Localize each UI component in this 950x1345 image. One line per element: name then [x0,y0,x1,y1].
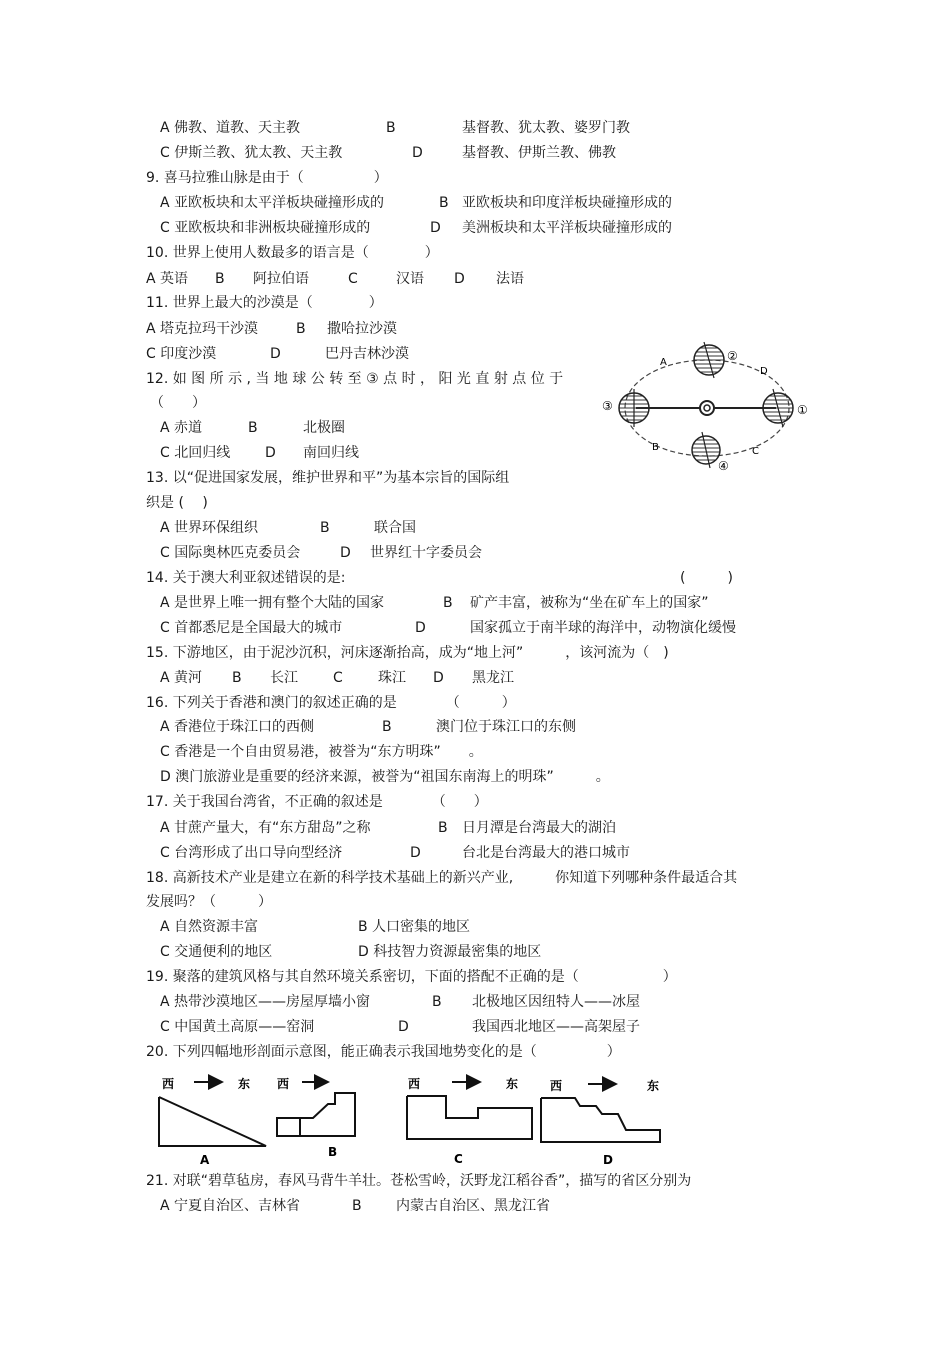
q11-option-c: C 印度沙漠 [146,346,217,362]
q16-option-a: A 香港位于珠江口的西侧 [160,719,315,735]
q15-option-c: 珠江 [378,670,406,686]
q12-stem: 12. 如 图 所 示 , 当 地 球 公 转 至 ③ 点 时 ， 阳 光 直 射 点 位 于 [146,371,564,387]
profile-d [541,1078,660,1167]
q18-stem: 18. 高新技术产业是建立在新的科学技术基础上的新兴产业, 你知道下列哪种条件最适合其 [146,870,738,886]
q11-option-b-letter: B [296,321,306,337]
q10-stem: 10. 世界上使用人数最多的语言是（ ） [146,245,439,261]
q15-option-d: 黑龙江 [472,670,514,686]
q10-option-b: 阿拉伯语 [253,271,309,287]
q16-option-b-letter: B [382,719,392,735]
earth-globe-icon-bottom [692,432,720,468]
q9-option-b-letter: B [439,195,449,211]
q8-option-c: C 伊斯兰教、犹太教、天主教 [160,145,343,161]
q12-option-b: 北极圈 [303,420,345,436]
q9-option-a: A 亚欧板块和太平洋板块碰撞形成的 [160,195,385,211]
q16-option-d: D 澳门旅游业是重要的经济来源，被誉为“祖国东南海上的明珠” 。 [160,769,610,785]
q11-option-d-letter: D [270,346,281,362]
q18-option-c: C 交通便利的地区 [160,944,273,960]
q12-option-b-letter: B [248,420,258,436]
q18-stem-cont: 发展吗？（ ） [146,894,272,910]
q21-stem: 21. 对联“碧草毡房，春风马背牛羊壮。苍松雪岭，沃野龙江稻谷香”，描写的省区分别为 [146,1173,692,1189]
q21-option-b-letter: B [352,1198,362,1214]
q15-option-c-letter: C [333,670,343,686]
q14-blank: ( ) [680,570,733,586]
q17-option-d: 台北是台湾最大的港口城市 [462,845,630,861]
q8-option-d-letter: D [412,145,423,161]
orbit-label-d: D [760,366,768,377]
profile-label-c: C [454,1152,463,1166]
q15-option-b: 长江 [270,670,298,686]
q9-option-b: 亚欧板块和印度洋板块碰撞形成的 [462,195,672,211]
terrain-profiles [150,1076,670,1166]
q8-option-b: 基督教、犹太教、婆罗门教 [462,120,630,136]
earth-globe-icon-top [694,342,724,378]
q14-option-d-letter: D [415,620,426,636]
svg-text:东: 东 [506,1077,519,1091]
q14-option-b: 矿产丰富，被称为“坐在矿车上的国家” [470,595,709,611]
q19-stem: 19. 聚落的建筑风格与其自然环境关系密切，下面的搭配不正确的是（ ） [146,969,677,985]
orbit-label-a: A [660,357,667,368]
earth-globe-icon-left [619,389,649,427]
q12-option-a: A 赤道 [160,420,203,436]
orbit-point-4: ④ [718,459,729,473]
q12-option-d-letter: D [265,445,276,461]
q12-blank: （ ） [150,395,206,411]
q20-stem: 20. 下列四幅地形剖面示意图，能正确表示我国地势变化的是（ ） [146,1044,621,1060]
svg-text:东: 东 [647,1079,660,1093]
q14-stem: 14. 关于澳大利亚叙述错误的是: [146,570,346,586]
q10-option-d-letter: D [454,271,465,287]
q21-option-a: A 宁夏自治区、吉林省 [160,1198,301,1214]
q10-option-d: 法语 [496,271,524,287]
q17-option-a: A 甘蔗产量大，有“东方甜岛”之称 [160,820,371,836]
q11-option-a: A 塔克拉玛干沙漠 [146,321,259,337]
q14-option-c: C 首都悉尼是全国最大的城市 [160,620,343,636]
q10-option-b-letter: B [215,271,225,287]
q16-option-c: C 香港是一个自由贸易港，被誉为“东方明珠” 。 [160,744,483,760]
orbit-label-c: C [752,446,759,457]
q13-stem-cont: 织是 ( ) [146,495,208,511]
q11-stem: 11. 世界上最大的沙漠是（ ） [146,295,383,311]
profile-label-a: A [200,1153,210,1167]
q19-option-c: C 中国黄土高原——窑洞 [160,1019,315,1035]
q11-option-d: 巴丹吉林沙漠 [325,346,409,362]
q18-option-d: D 科技智力资源最密集的地区 [358,944,542,960]
q15-option-d-letter: D [433,670,444,686]
svg-text:西: 西 [277,1077,290,1091]
q19-option-b: 北极地区因纽特人——冰屋 [472,994,640,1010]
q9-option-d: 美洲板块和太平洋板块碰撞形成的 [462,220,672,236]
q12-option-d: 南回归线 [303,445,359,461]
q8-option-d: 基督教、伊斯兰教、佛教 [462,145,616,161]
q14-option-d: 国家孤立于南半球的海洋中，动物演化缓慢 [470,620,736,636]
q11-option-b: 撒哈拉沙漠 [327,321,397,337]
q17-stem: 17. 关于我国台湾省，不正确的叙述是 （ ） [146,794,488,810]
orbit-point-1: ① [797,403,808,417]
orbit-point-2: ② [727,349,738,363]
q8-option-a: A 佛教、道教、天主教 [160,120,301,136]
q14-option-b-letter: B [443,595,453,611]
q13-option-d-letter: D [340,545,351,561]
q19-option-d-letter: D [398,1019,409,1035]
svg-text:西: 西 [162,1077,175,1091]
q21-option-b: 内蒙古自治区、黑龙江省 [396,1198,550,1214]
q13-option-d: 世界红十字委员会 [370,545,482,561]
q16-option-b: 澳门位于珠江口的东侧 [436,719,576,735]
q15-option-b-letter: B [232,670,242,686]
q13-option-c: C 国际奥林匹克委员会 [160,545,301,561]
profile-c [407,1076,532,1166]
profile-a [159,1076,266,1167]
earth-orbit-diagram [600,342,820,472]
q10-option-c: 汉语 [396,271,424,287]
svg-text:西: 西 [408,1077,421,1091]
q15-option-a: A 黄河 [160,670,203,686]
q18-option-a: A 自然资源丰富 [160,919,259,935]
q18-option-b: B 人口密集的地区 [358,919,471,935]
q12-option-c: C 北回归线 [160,445,231,461]
svg-text:东: 东 [238,1077,251,1091]
q9-option-d-letter: D [430,220,441,236]
q17-option-b: 日月潭是台湾最大的湖泊 [462,820,616,836]
q14-option-a: A 是世界上唯一拥有整个大陆的国家 [160,595,385,611]
q10-option-a: A 英语 [146,271,189,287]
q10-option-c-letter: C [348,271,358,287]
q19-option-a: A 热带沙漠地区——房屋厚墙小窗 [160,994,371,1010]
earth-globe-icon-right [763,389,793,427]
q13-option-b: 联合国 [374,520,416,536]
q17-option-d-letter: D [410,845,421,861]
q19-option-d: 我国西北地区——高架屋子 [472,1019,640,1035]
q13-stem: 13. 以“促进国家发展，维护世界和平”为基本宗旨的国际组 [146,470,510,486]
profile-label-d: D [603,1153,613,1167]
q16-stem: 16. 下列关于香港和澳门的叙述正确的是 （ ） [146,695,516,711]
orbit-label-b: B [652,442,659,453]
q9-option-c: C 亚欧板块和非洲板块碰撞形成的 [160,220,371,236]
svg-text:西: 西 [550,1079,563,1093]
q13-option-b-letter: B [320,520,330,536]
q13-option-a: A 世界环保组织 [160,520,259,536]
q15-stem: 15. 下游地区，由于泥沙沉积，河床逐渐抬高，成为“地上河” ，该河流为（ ) [146,645,669,661]
profile-label-b: B [328,1145,338,1159]
orbit-point-3: ③ [602,399,613,413]
q8-option-b-letter: B [386,120,396,136]
q19-option-b-letter: B [432,994,442,1010]
q9-stem: 9. 喜马拉雅山脉是由于（ ） [146,170,388,186]
q17-option-b-letter: B [438,820,448,836]
profile-b [277,1076,355,1159]
q17-option-c: C 台湾形成了出口导向型经济 [160,845,343,861]
